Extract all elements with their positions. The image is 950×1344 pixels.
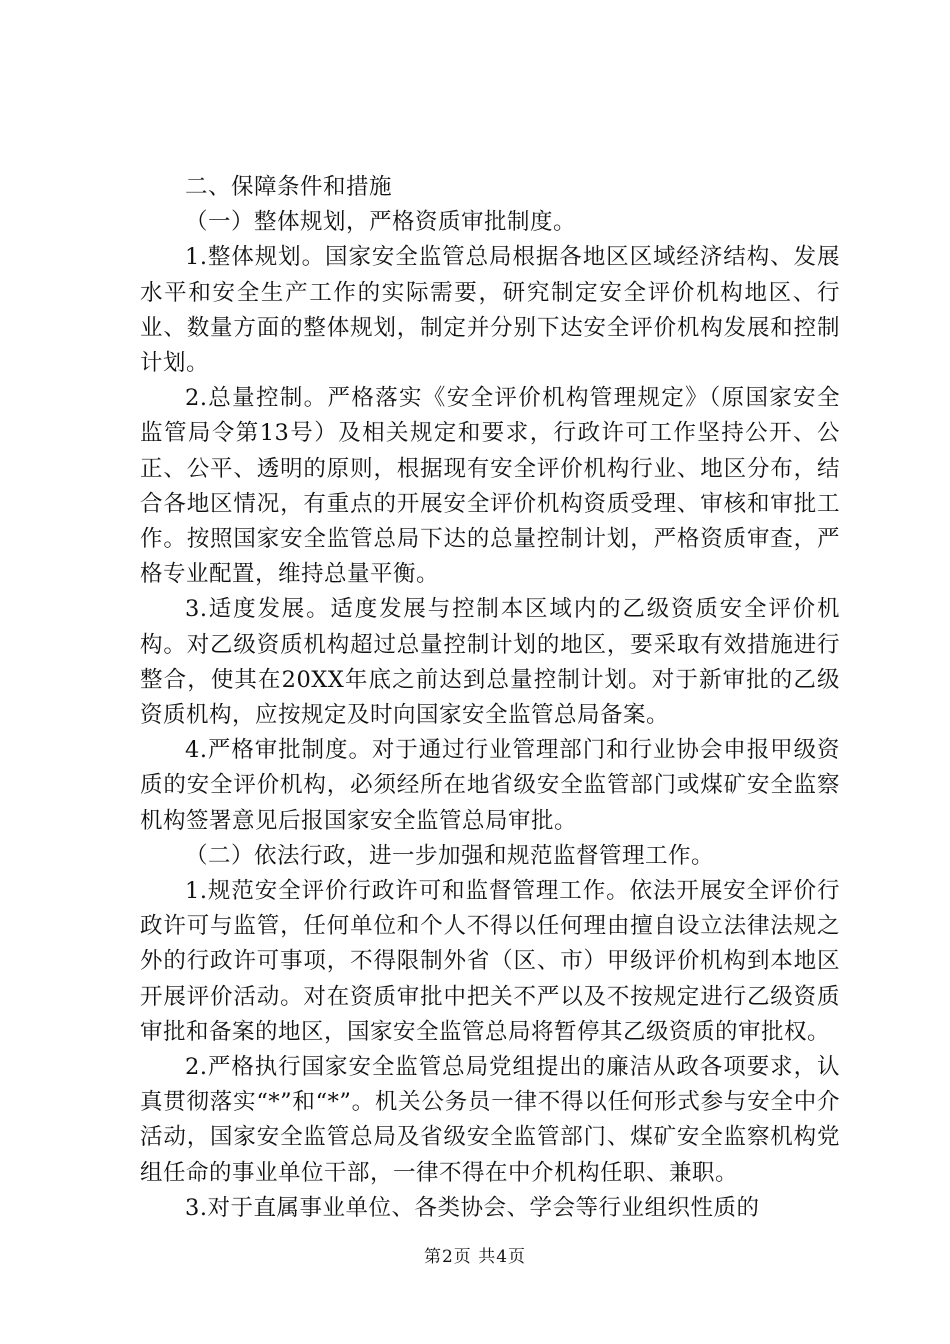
subsection-heading: （二）依法行政，进一步加强和规范监督管理工作。	[185, 842, 715, 869]
paragraph: 1.整体规划。国家安全监管总局根据各地区区域经济结构、发展水平和安全生产工作的实际需要，研究制定安全评价机构地区、行业、数量方面的整体规划，制定并分别下达安全评价机构发展和控制计划。	[140, 244, 840, 377]
paragraph: 2.严格执行国家安全监管总局党组提出的廉洁从政各项要求，认真贯彻落实“*”和“*”。机关公务员一律不得以任何形式参与安全中介活动，国家安全监管总局及省级安全监管部门、煤矿安全监察机构党组任命的事业单位干部，一律不得在中介机构任职、兼职。	[140, 1054, 840, 1186]
subsection-heading: （一）整体规划，严格资质审批制度。	[185, 209, 577, 236]
paragraph: 3.对于直属事业单位、各类协会、学会等行业组织性质的	[185, 1194, 760, 1221]
paragraph: 1.规范安全评价行政许可和监督管理工作。依法开展安全评价行政许可与监管，任何单位和个人不得以任何理由擅自设立法律法规之外的行政许可事项，不得限制外省（区、市）甲级评价机构到本地区开展评价活动。对在资质审批中把关不严以及不按规定进行乙级资质审批和备案的地区，国家安全监管总局将暂停其乙级资质的审批权。	[140, 878, 840, 1045]
page-number-footer: 第2页 共4页	[423, 1247, 527, 1267]
paragraph: 4.严格审批制度。对于通过行业管理部门和行业协会申报甲级资质的安全评价机构，必须经所在地省级安全监管部门或煤矿安全监察机构签署意见后报国家安全监管总局审批。	[140, 737, 840, 834]
section-heading: 二、保障条件和措施	[185, 174, 393, 200]
document-body	[140, 170, 840, 1226]
paragraph: 2.总量控制。严格落实《安全评价机构管理规定》（原国家安全监管局令第13号）及相关规定和要求，行政许可工作坚持公开、公正、公平、透明的原则，根据现有安全评价机构行业、地区分布，结合各地区情况，有重点的开展安全评价机构资质受理、审核和审批工作。按照国家安全监管总局下达的总量控制计划，严格资质审查，严格专业配置，维持总量平衡。	[140, 385, 840, 588]
paragraph: 3.适度发展。适度发展与控制本区域内的乙级资质安全评价机构。对乙级资质机构超过总量控制计划的地区，要采取有效措施进行整合，使其在20XX年底之前达到总量控制计划。对于新审批的乙级资质机构，应按规定及时向国家安全监管总局备案。	[140, 596, 840, 729]
